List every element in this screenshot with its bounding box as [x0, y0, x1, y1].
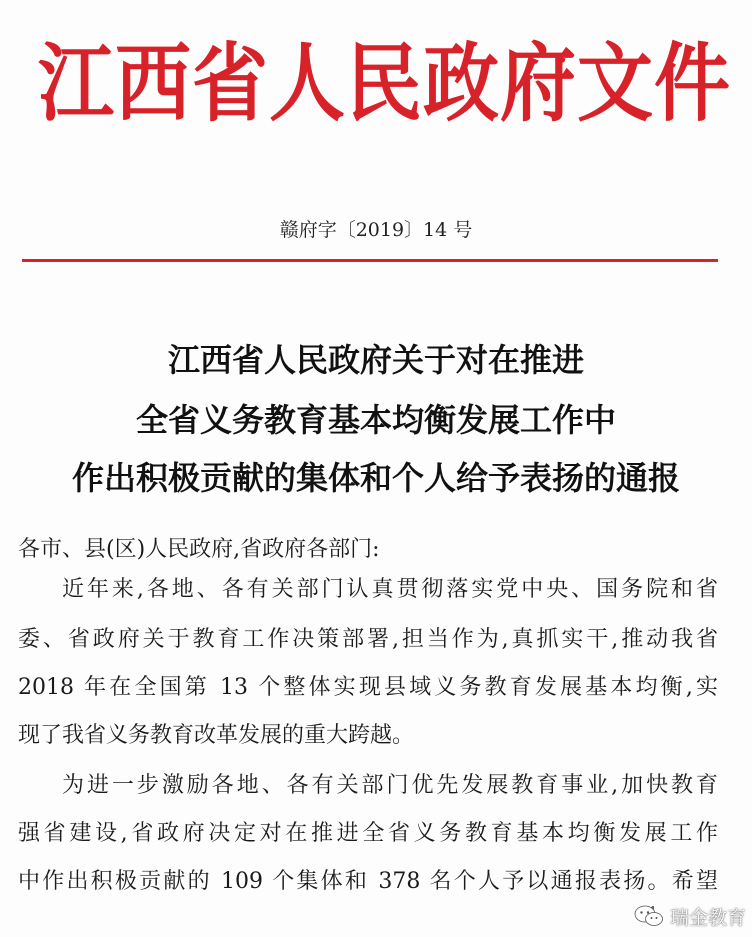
wechat-icon: [634, 904, 664, 928]
source-watermark: [634, 901, 746, 931]
watermark-label: 瑞金教育: [669, 906, 746, 929]
body-line: 中作出积极贡献的 109 个集体和 378 名个人予以通报表扬。希望: [18, 869, 718, 894]
body-line: 2018 年在全国第 13 个整体实现县域义务教育发展基本均衡,实: [18, 675, 718, 700]
salutation: 各市、县(区)人民政府,省政府各部门:: [18, 537, 380, 562]
body-line: 委、省政府关于教育工作决策部署,担当作为,真抓实干,推动我省: [18, 627, 718, 652]
body-line: 为进一步激励各地、各有关部门优先发展教育事业,加快教育: [62, 773, 718, 798]
title-line-2: 全省义务教育基本均衡发展工作中: [135, 401, 616, 439]
document-number: 赣府字〔2019〕14 号: [279, 219, 473, 241]
red-divider-line: [22, 259, 718, 262]
title-line-1: 江西省人民政府关于对在推进: [167, 341, 584, 379]
masthead-title: 江西省人民政府文件: [38, 33, 731, 134]
body-line: 现了我省义务教育改革发展的重大跨越。: [18, 723, 415, 748]
body-line: 近年来,各地、各有关部门认真贯彻落实党中央、国务院和省: [62, 577, 718, 602]
body-line: 强省建设,省政府决定对在推进全省义务教育基本均衡发展工作: [18, 821, 718, 846]
title-line-3: 作出积极贡献的集体和个人给予表扬的通报: [71, 459, 680, 497]
